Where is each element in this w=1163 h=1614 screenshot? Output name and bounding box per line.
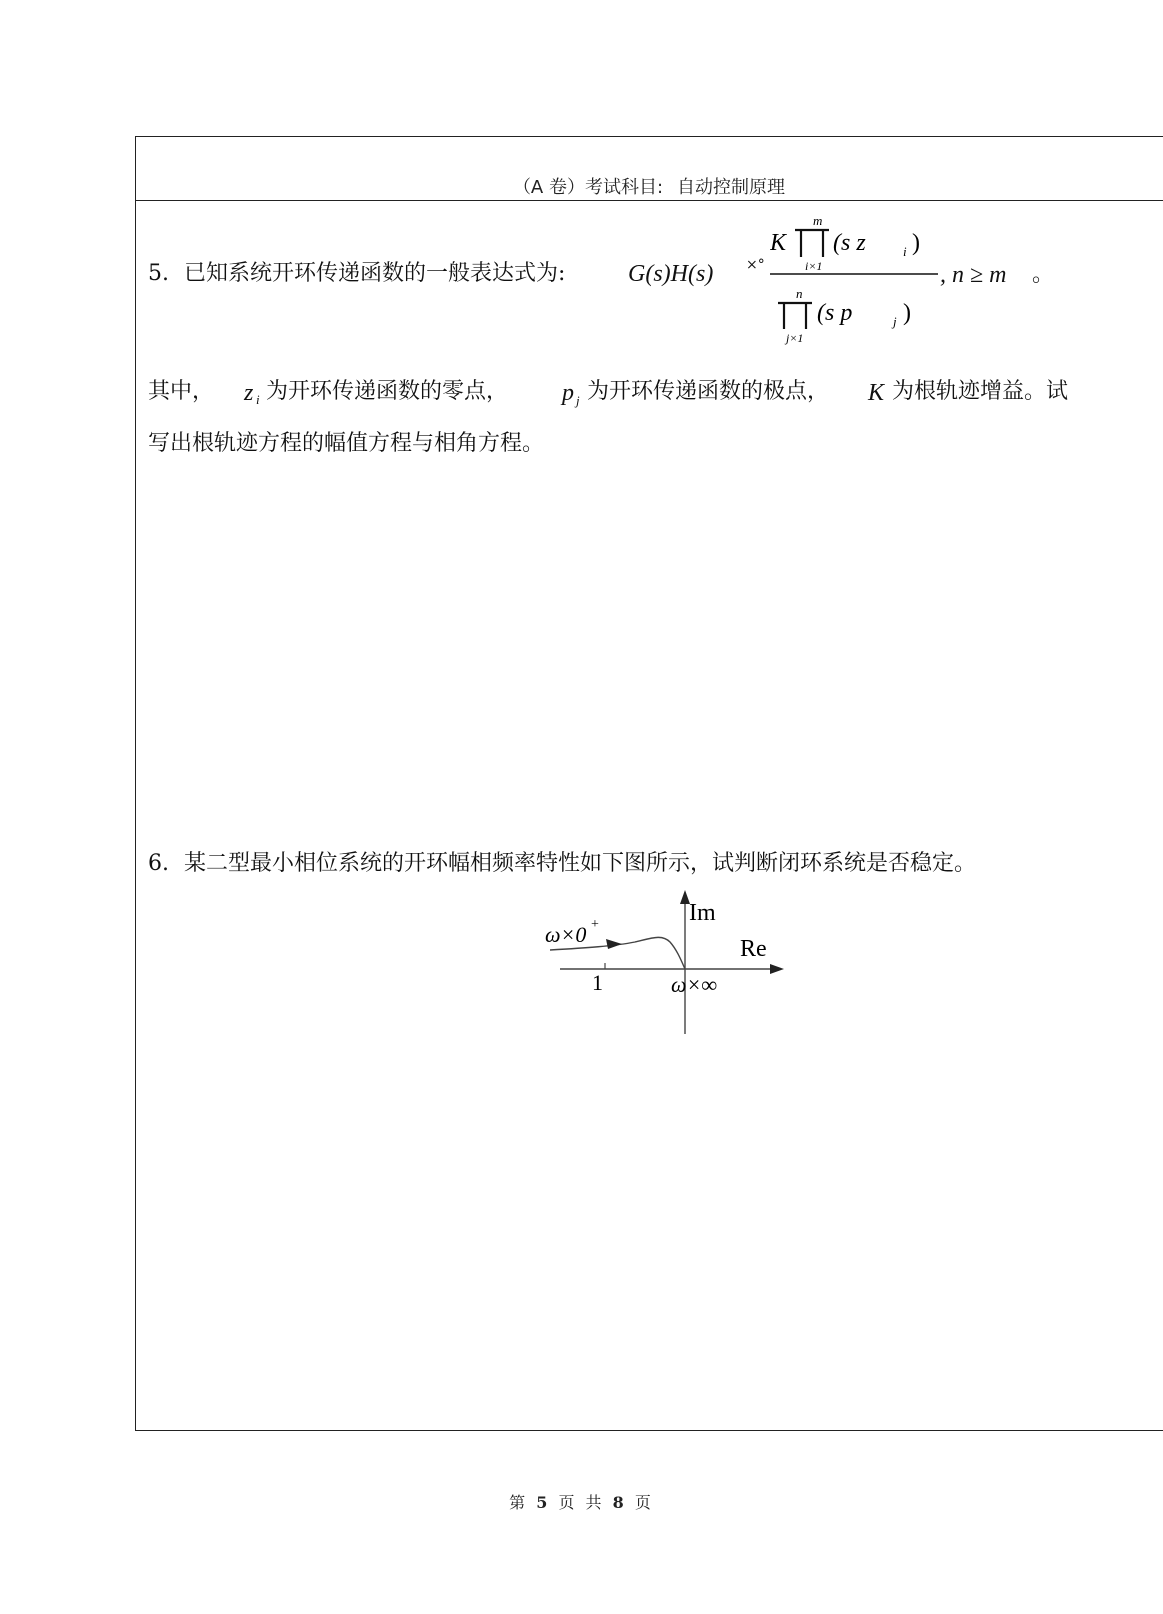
p-symbol: p [562,380,574,406]
subject-name: 自动控制原理 [677,177,786,198]
real-axis-arrow [770,964,784,974]
den-upper-limit: n [796,286,803,301]
re-label: Re [740,936,767,962]
num-lower-limit: i×1 [805,259,823,273]
p-subscript: j [576,393,580,408]
product-symbol-den [778,303,812,329]
den-close: ) [903,300,911,326]
z-symbol: z [244,380,254,406]
q5-line2-b: 为开环传递函数的零点， [266,379,509,404]
curve-direction-arrow [606,939,622,949]
q5-number: 5. [148,261,169,286]
footer-page-number: 5 [536,1493,551,1512]
transfer-function-fraction [770,210,940,350]
q5-lead: 已知系统开环传递函数的一般表达式为: [184,261,566,286]
num-close: ) [912,230,920,256]
page-footer [0,1490,1163,1513]
z-subscript: i [256,392,260,407]
q6-number: 6. [148,851,169,876]
omega-start-sup: + [591,917,599,932]
q5-equals-glyph: ×° [746,257,765,273]
q5-line2-d: 为根轨迹增益。试 [892,379,1069,404]
den-factor: (s p [817,300,853,326]
exam-frame [135,136,1163,1431]
num-upper-limit: m [813,213,823,228]
omega-end-label: ω×∞ [671,972,718,997]
q5-line2-c: 为开环传递函数的极点， [587,379,830,404]
k-symbol: K [868,380,885,406]
footer-pre: 第 [509,1493,529,1512]
footer-post: 页 [634,1493,654,1512]
num-gain-k: K [770,230,787,256]
exam-header [135,173,1163,199]
den-lower-limit: j×1 [786,331,804,345]
q5-line2-a: 其中， [148,379,215,404]
tick-label: 1 [592,970,603,995]
q6-text: 某二型最小相位系统的开环幅相频率特性如下图所示，试判断闭环系统是否稳定。 [184,851,977,876]
num-sub: i [903,244,907,259]
q5-condition: , n ≥ m [940,262,1007,288]
q5-condition-end: 。 [1032,262,1055,287]
q5-lhs: G(s)H(s) [628,261,714,287]
nyquist-plot [540,890,800,1040]
footer-total-pages: 8 [612,1493,627,1512]
omega-start-label: ω×0 [545,922,587,947]
im-label: Im [689,900,716,926]
footer-mid: 页 共 [558,1493,605,1512]
den-sub: j [893,314,897,329]
q5-line3: 写出根轨迹方程的幅值方程与相角方程。 [148,431,545,456]
num-factor: (s z [833,230,866,256]
product-symbol-num [795,230,829,257]
header-divider [135,200,1163,201]
paper-label: （A 卷）考试科目: [512,177,664,198]
